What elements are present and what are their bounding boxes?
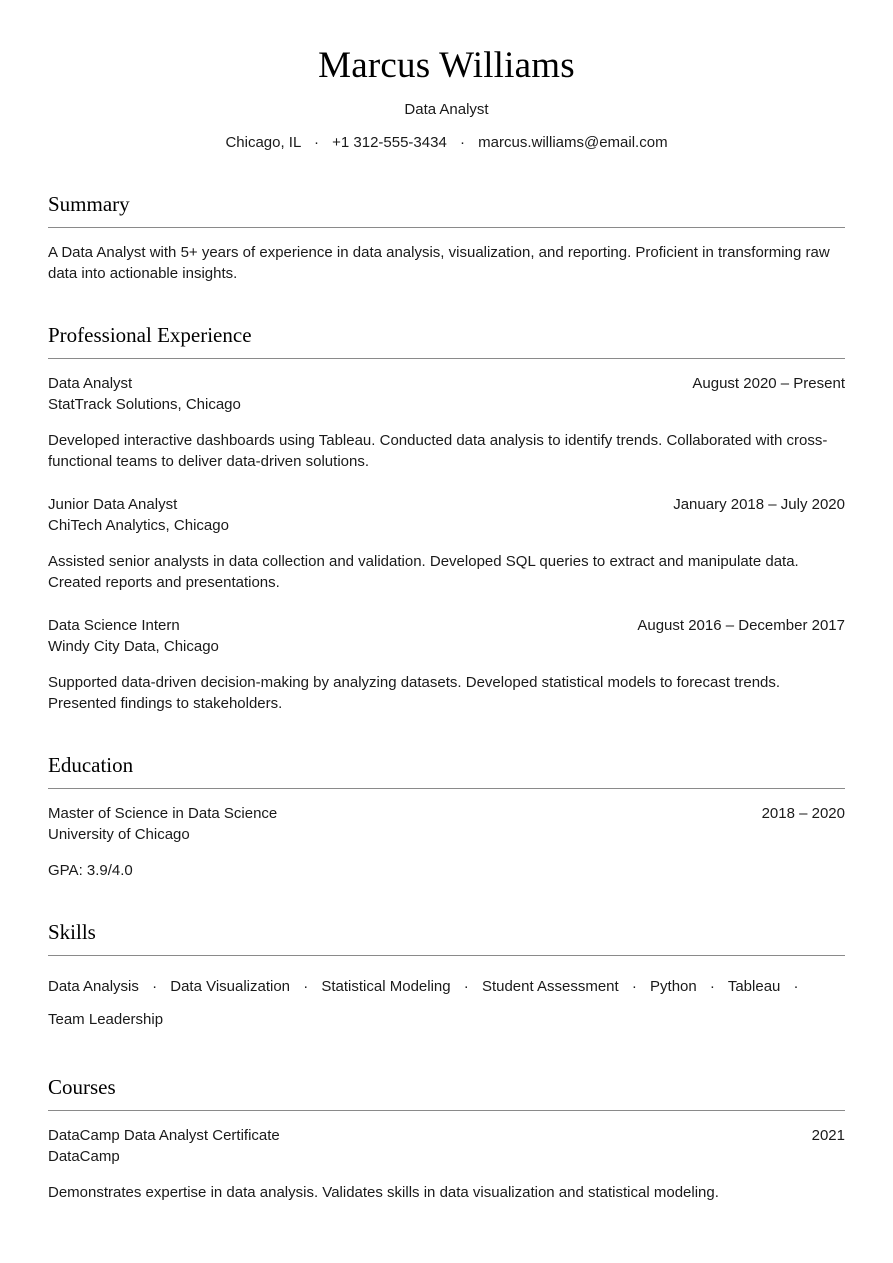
courses-body — [48, 1111, 845, 1203]
experience-role: Data Science Intern — [48, 617, 180, 634]
section-title-education: Education — [48, 753, 134, 777]
education-institution: University of Chicago — [48, 826, 190, 843]
skill-separator: · — [709, 978, 715, 995]
experience-description: Assisted senior analysts in data collection and validation. Developed SQL queries to extract and manipulate data. Created reports and presentations. — [48, 553, 799, 591]
skill-separator: · — [793, 978, 799, 995]
experience-organization: ChiTech Analytics, Chicago — [48, 517, 229, 534]
skills-list — [48, 970, 845, 1036]
contact-location: Chicago, IL — [225, 134, 301, 151]
section-courses — [48, 1074, 845, 1203]
experience-dates: August 2020 – Present — [692, 375, 845, 392]
course-name: DataCamp Data Analyst Certificate — [48, 1127, 280, 1144]
skill-item: Team Leadership — [48, 1011, 164, 1028]
entry-heading-row — [48, 494, 845, 515]
resume-header — [48, 0, 845, 153]
skill-separator: · — [303, 978, 309, 995]
section-title-skills: Skills — [48, 920, 96, 944]
entry-heading-row — [48, 615, 845, 636]
entry-heading-row — [48, 373, 845, 394]
candidate-job-title: Data Analyst — [404, 101, 489, 118]
contact-separator: · — [313, 134, 319, 151]
course-description: Demonstrates expertise in data analysis. Validates skills in data visualization and statistical modeling. — [48, 1184, 719, 1201]
section-skills — [48, 919, 845, 1036]
skill-item: Data Visualization — [170, 978, 291, 995]
experience-entry — [48, 373, 845, 472]
education-dates: 2018 – 2020 — [761, 805, 845, 822]
education-body — [48, 789, 845, 881]
skill-separator: · — [631, 978, 637, 995]
education-degree: Master of Science in Data Science — [48, 805, 278, 822]
section-summary — [48, 191, 845, 284]
contact-email: marcus.williams@email.com — [478, 134, 668, 151]
skills-body — [48, 956, 845, 1036]
contact-phone: +1 312-555-3434 — [332, 134, 447, 151]
course-dates: 2021 — [811, 1127, 845, 1144]
skill-separator: · — [152, 978, 158, 995]
section-education — [48, 752, 845, 881]
skill-item: Tableau — [727, 978, 781, 995]
section-experience — [48, 322, 845, 714]
course-entry — [48, 1125, 845, 1203]
skill-item: Statistical Modeling — [321, 978, 451, 995]
entry-heading-row — [48, 1125, 845, 1146]
summary-body — [48, 228, 845, 284]
entry-heading-row — [48, 803, 845, 824]
experience-dates: August 2016 – December 2017 — [637, 617, 845, 634]
experience-organization: StatTrack Solutions, Chicago — [48, 396, 241, 413]
skill-separator: · — [463, 978, 469, 995]
experience-entry — [48, 615, 845, 714]
skill-item: Python — [650, 978, 697, 995]
experience-entry — [48, 494, 845, 593]
section-title-courses: Courses — [48, 1075, 116, 1099]
education-gpa: GPA: 3.9/4.0 — [48, 862, 133, 879]
experience-organization: Windy City Data, Chicago — [48, 638, 219, 655]
experience-body — [48, 359, 845, 714]
skill-item: Data Analysis — [48, 978, 139, 995]
contact-separator: · — [459, 134, 465, 151]
experience-description: Supported data-driven decision-making by analyzing datasets. Developed statistical models to forecast trends. Presented findings to stakeholders. — [48, 674, 781, 712]
contact-line — [48, 132, 845, 153]
experience-description: Developed interactive dashboards using Tableau. Conducted data analysis to identify trends. Collaborated with cross-functional teams to deliver data-driven solutions. — [48, 432, 828, 470]
experience-dates: January 2018 – July 2020 — [673, 496, 845, 513]
candidate-name: Marcus Williams — [318, 45, 575, 86]
education-entry — [48, 803, 845, 881]
summary-text: A Data Analyst with 5+ years of experience in data analysis, visualization, and reporting. Proficient in transforming raw data into actionable insights. — [48, 244, 830, 282]
experience-role: Data Analyst — [48, 375, 133, 392]
experience-role: Junior Data Analyst — [48, 496, 178, 513]
skill-item: Student Assessment — [481, 978, 619, 995]
section-title-summary: Summary — [48, 192, 130, 216]
section-title-experience: Professional Experience — [48, 323, 252, 347]
course-provider: DataCamp — [48, 1148, 120, 1165]
